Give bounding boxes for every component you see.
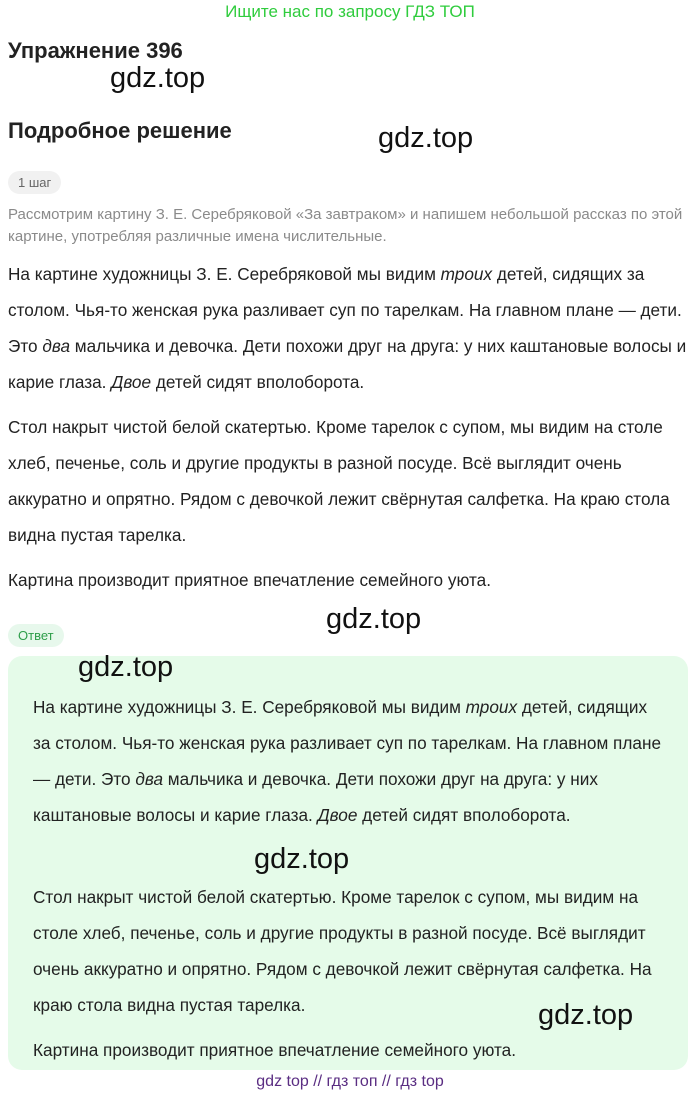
solution-paragraph-1: На картине художницы З. Е. Серебряковой мы видим троих детей, сидящих за столом. Чья-то женская рука разливает суп по тарелкам. На главном плане — дети. Это два мальчика и девочка. Дети похожи друг на друга: у них каштановые волосы и карие глаза. Двое детей сидят вполоборота. xyxy=(8,264,687,392)
answer-paragraph-3: Картина производит приятное впечатление семейного уюта. xyxy=(33,1040,516,1060)
watermark: gdz.top xyxy=(326,603,422,635)
step-badge: 1 шаг xyxy=(8,171,61,194)
watermark: gdz.top xyxy=(378,122,474,154)
watermark: gdz.top xyxy=(110,62,206,94)
watermark: gdz.top xyxy=(254,843,350,875)
exercise-title: Упражнение 396 xyxy=(8,38,183,63)
solution-paragraph-2: Стол накрыт чистой белой скатертью. Кроме тарелок с супом, мы видим на столе хлеб, печенье, соль и другие продукты в разной посуде. Всё выглядит очень аккуратно и опрятно. Рядом с девочкой лежит свёрнутая салфетка. На краю стола видна пустая тарелка. xyxy=(8,417,670,545)
task-intro: Рассмотрим картину З. Е. Серебряковой «За завтраком» и напишем небольшой рассказ по этой картине, употребляя различные имена числительные. xyxy=(8,206,683,245)
answer-badge: Ответ xyxy=(8,624,64,647)
watermark: gdz.top xyxy=(538,999,634,1031)
answer-paragraph-1: На картине художницы З. Е. Серебряковой мы видим троих детей, сидящих за столом. Чья-то женская рука разливает суп по тарелкам. На главном плане — дети. Это два мальчика и девочка. Дети похожи друг на друга: у них каштановые волосы и карие глаза. Двое детей сидят вполоборота. xyxy=(33,697,662,825)
answer-paragraph-2: Стол накрыт чистой белой скатертью. Кроме тарелок с супом, мы видим на столе хлеб, печенье, соль и другие продукты в разной посуде. Всё выглядит очень аккуратно и опрятно. Рядом с девочкой лежит свёрнутая салфетка. На краю стола видна пустая тарелка. xyxy=(33,887,652,1015)
footer-links[interactable]: gdz top // гдз топ // гдз top xyxy=(256,1073,444,1090)
solution-paragraph-3: Картина производит приятное впечатление семейного уюта. xyxy=(8,570,491,590)
watermark: gdz.top xyxy=(78,651,174,683)
solution-title: Подробное решение xyxy=(8,118,232,143)
promo-banner[interactable]: Ищите нас по запросу ГДЗ ТОП xyxy=(225,2,475,21)
